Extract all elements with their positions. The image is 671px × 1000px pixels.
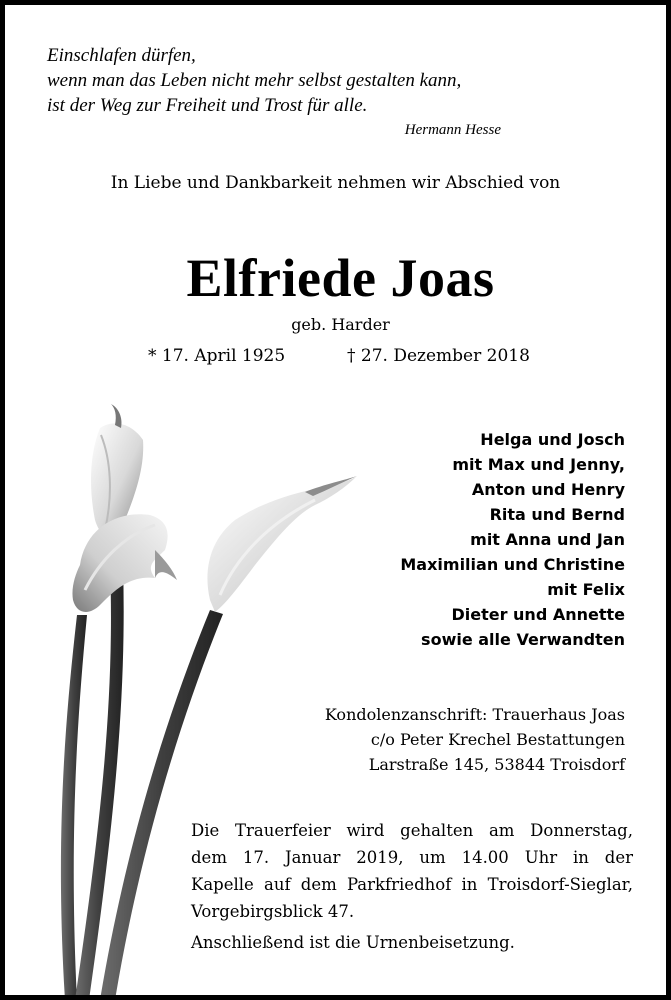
death-date: † 27. Dezember 2018 xyxy=(347,346,530,366)
quote-line-1: Einschlafen dürfen, xyxy=(47,45,196,66)
family-member: mit Max und Jenny, xyxy=(452,455,625,474)
ceremony-line: Vorgebirgsblick 47. xyxy=(191,902,355,921)
family-member: Maximilian und Christine xyxy=(400,555,625,574)
quote-line-3: ist der Weg zur Freiheit und Trost für alle. xyxy=(47,95,368,116)
quote-author: Hermann Hesse xyxy=(404,122,501,138)
ceremony-line: dem 17. Januar 2019, um 14.00 Uhr in der xyxy=(191,848,633,867)
ceremony-info xyxy=(191,817,633,925)
deceased-name: Elfriede Joas xyxy=(186,248,495,308)
ceremony-line: Kapelle auf dem Parkfriedhof in Troisdorf-Sieglar, xyxy=(191,875,633,894)
family-member: Helga und Josch xyxy=(480,430,625,449)
family-member: Rita und Bernd xyxy=(489,505,625,524)
family-member: Anton und Henry xyxy=(471,480,625,499)
maiden-name: geb. Harder xyxy=(291,315,390,334)
intro-text: In Liebe und Dankbarkeit nehmen wir Abschied von xyxy=(110,173,561,193)
quote xyxy=(47,43,567,118)
family-member: Dieter und Annette xyxy=(451,605,625,624)
condolence-address xyxy=(325,702,625,777)
urn-note: Anschließend ist die Urnenbeisetzung. xyxy=(191,933,515,952)
address-line: Larstraße 145, 53844 Troisdorf xyxy=(368,755,625,774)
family-member: mit Felix xyxy=(547,580,625,599)
quote-line-2: wenn man das Leben nicht mehr selbst gestalten kann, xyxy=(47,70,462,91)
family-list xyxy=(400,427,625,652)
family-member: mit Anna und Jan xyxy=(470,530,625,549)
family-member: sowie alle Verwandten xyxy=(421,630,625,649)
address-line: Kondolenzanschrift: Trauerhaus Joas xyxy=(324,705,625,724)
ceremony-line: Die Trauerfeier wird gehalten am Donnerstag, xyxy=(191,821,633,840)
birth-date: * 17. April 1925 xyxy=(148,346,286,366)
address-line: c/o Peter Krechel Bestattungen xyxy=(370,730,625,749)
